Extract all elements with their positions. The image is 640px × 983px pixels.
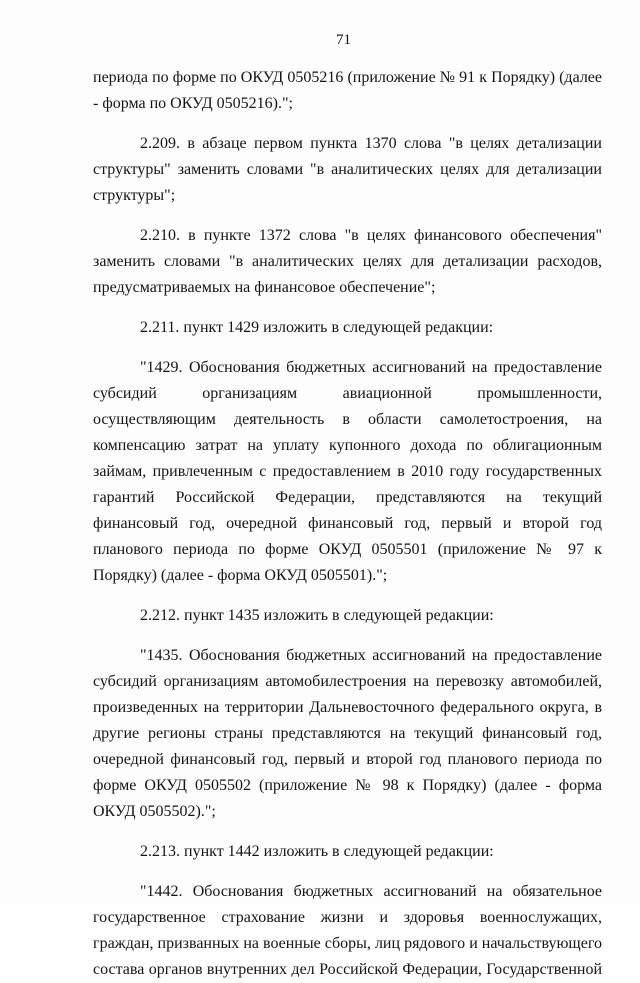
paragraph-2-211: 2.211. пункт 1429 изложить в следующей редакции: bbox=[140, 319, 494, 336]
paragraph-1435: "1435. Обоснования бюджетных ассигнований на предоставление субсидий организациям автомобилестроения на перевозку автомобилей, произведенных на территории Дальневосточного федерального округа, в другие регионы страны представляются на текущий финансовый год, очередной финансовый год, первый и второй год планового периода по форме ОКУД 0505502 (приложение № 98 к Порядку) (далее - форма ОКУД 0505502)."; bbox=[93, 647, 602, 820]
paragraph-1442: "1442. Обоснования бюджетных ассигнований на обязательное государственное страхование жизни и здоровья военнослужащих, граждан, призванных на военные сборы, лиц рядового и начальствующего состава органов внутренних дел Российской Федерации, Государственной bbox=[93, 883, 602, 978]
paragraph-2-212: 2.212. пункт 1435 изложить в следующей редакции: bbox=[140, 607, 494, 624]
paragraph-2-213: 2.213. пункт 1442 изложить в следующей редакции: bbox=[140, 843, 494, 860]
paragraph-1429: "1429. Обоснования бюджетных ассигнований на предоставление субсидий организациям авиационной промышленности, осуществляющим деятельность в области самолетостроения, на компенсацию затрат на уплату купонного дохода по облигационным займам, привлеченным с предоставлением в 2010 году государственных гарантий Российской Федерации, представляются на текущий финансовый год, очередной финансовый год, первый и второй год планового периода по форме ОКУД 0505501 (приложение № 97 к Порядку) (далее - форма ОКУД 0505501)."; bbox=[93, 359, 602, 584]
paragraph-2-209: 2.209. в абзаце первом пункта 1370 слова "в целях детализации структуры" заменить словами "в аналитических целях для детализации структуры"; bbox=[93, 135, 602, 204]
paragraph-continuation: периода по форме по ОКУД 0505216 (приложение № 91 к Порядку) (далее - форма по ОКУД 0505216)."; bbox=[93, 69, 602, 112]
paragraph-2-210: 2.210. в пункте 1372 слова "в целях финансового обеспечения" заменить словами "в аналитических целях для детализации расходов, предусматриваемых на финансовое обеспечение"; bbox=[93, 227, 602, 296]
page-number: 71 bbox=[336, 32, 351, 48]
